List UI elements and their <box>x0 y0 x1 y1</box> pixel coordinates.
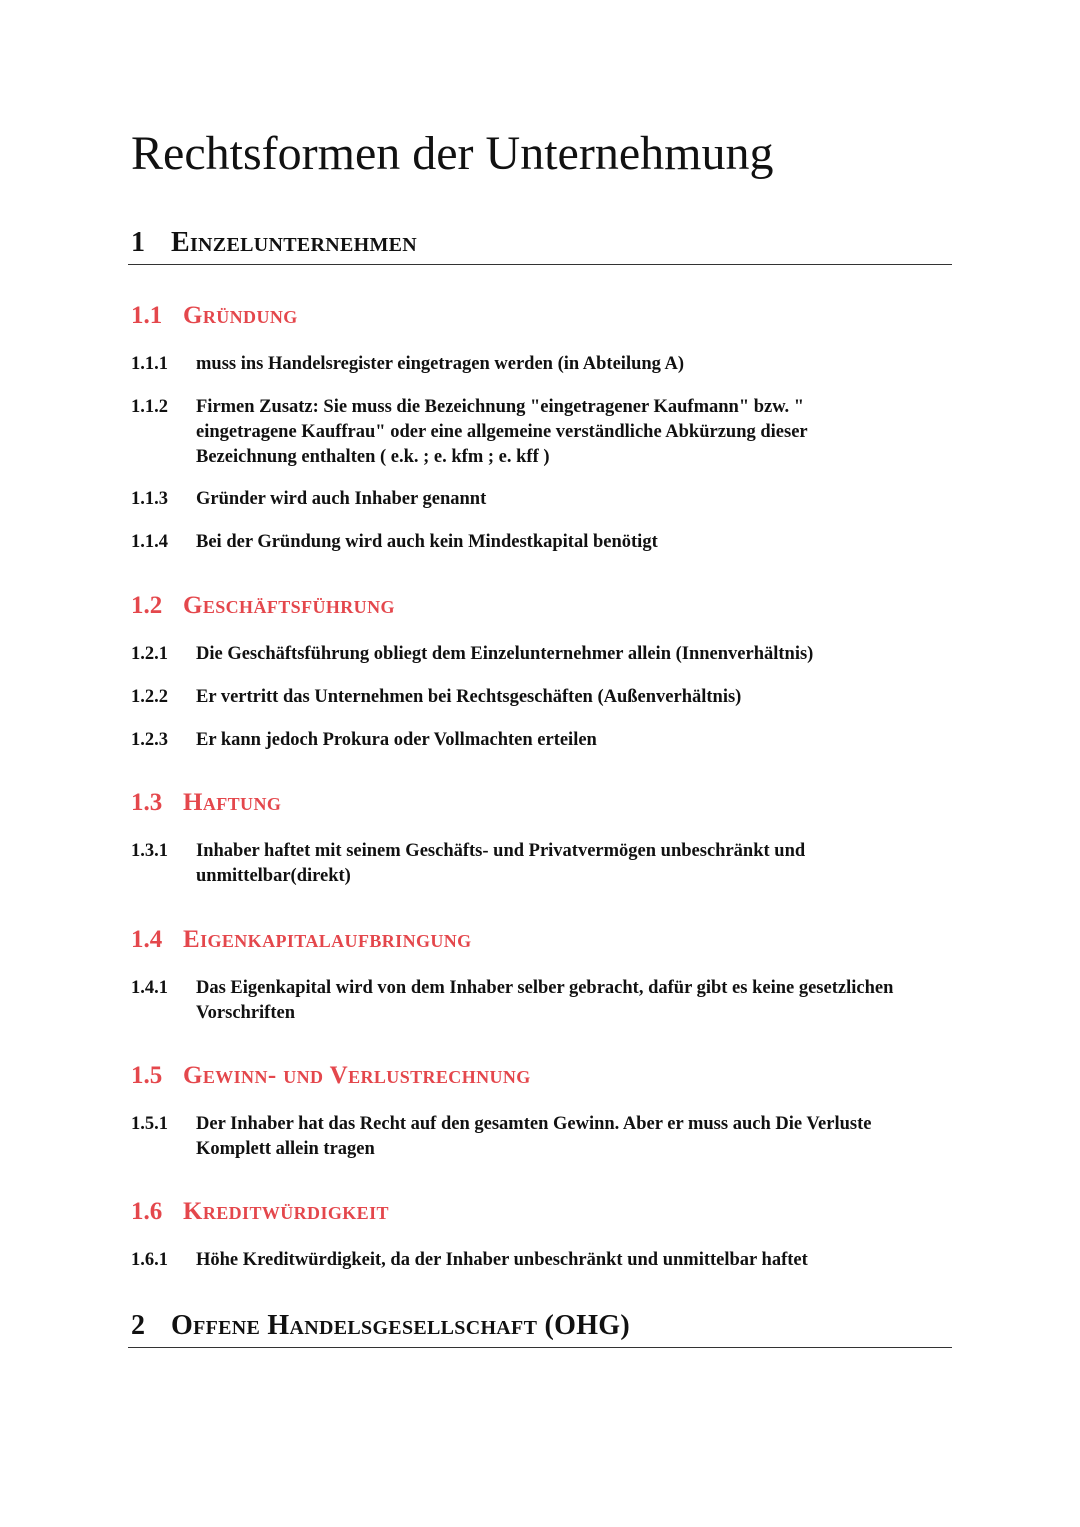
section-heading-1 <box>128 229 952 265</box>
item-text: Bei der Gründung wird auch kein Mindestkapital benötigt <box>196 532 658 552</box>
item-text: Das Eigenkapital wird von dem Inhaber selber gebracht, dafür gibt es keine gesetzlichen Vorschriften <box>196 978 894 1023</box>
list-item <box>131 1248 961 1273</box>
item-number: 1.4.1 <box>131 978 168 998</box>
section-title: Offene Handelsgesellschaft (OHG) <box>171 1310 630 1341</box>
subsection-heading-1-3 <box>131 790 281 815</box>
subsection-heading-1-2 <box>131 593 395 618</box>
list-item <box>131 487 961 512</box>
list-item <box>131 839 871 889</box>
subsection-title: Geschäftsführung <box>183 592 395 619</box>
subsection-heading-1-4 <box>131 927 472 952</box>
subsection-number: 1.5 <box>131 1062 163 1089</box>
section-heading-2 <box>128 1312 952 1348</box>
item-number: 1.1.3 <box>131 489 168 509</box>
list-item <box>131 352 961 377</box>
item-text: muss ins Handelsregister eingetragen werden (in Abteilung A) <box>196 354 685 374</box>
subsection-title: Gewinn- und Verlustrechnung <box>183 1062 531 1089</box>
subsection-number: 1.3 <box>131 789 163 816</box>
subsection-title: Eigenkapitalaufbringung <box>183 926 472 953</box>
item-text: Er vertritt das Unternehmen bei Rechtsgeschäften (Außenverhältnis) <box>196 687 742 707</box>
subsection-number: 1.4 <box>131 926 163 953</box>
section-title: Einzelunternehmen <box>171 227 418 258</box>
list-item <box>131 642 961 667</box>
item-text: Inhaber haftet mit seinem Geschäfts- und Privatvermögen unbeschränkt und unmittelbar(direkt) <box>196 841 806 886</box>
item-text: Er kann jedoch Prokura oder Vollmachten erteilen <box>196 730 597 750</box>
document-title: Rechtsformen der Unternehmung <box>131 127 774 180</box>
item-text: Die Geschäftsführung obliegt dem Einzelunternehmer allein (Innenverhältnis) <box>196 644 814 664</box>
subsection-heading-1-5 <box>131 1063 531 1088</box>
item-number: 1.2.1 <box>131 644 168 664</box>
subsection-title: Kreditwürdigkeit <box>183 1198 389 1225</box>
item-number: 1.5.1 <box>131 1114 168 1134</box>
item-number: 1.1.2 <box>131 397 168 417</box>
item-text: Höhe Kreditwürdigkeit, da der Inhaber unbeschränkt und unmittelbar haftet <box>196 1250 808 1270</box>
item-text: Firmen Zusatz: Sie muss die Bezeichnung "eingetragener Kaufmann" bzw. " eingetragene Kauffrau" oder eine allgemeine verständliche Abkürzung dieser Bezeichnung enthalten ( e.k. ; e. kfm ; e. kff ) <box>196 397 808 467</box>
list-item <box>131 728 961 753</box>
item-number: 1.2.3 <box>131 730 168 750</box>
item-number: 1.1.4 <box>131 532 168 552</box>
section-number: 1 <box>131 227 145 258</box>
item-number: 1.2.2 <box>131 687 168 707</box>
subsection-title: Haftung <box>183 789 282 816</box>
item-text: Gründer wird auch Inhaber genannt <box>196 489 487 509</box>
list-item <box>131 685 961 710</box>
list-item <box>131 395 871 470</box>
subsection-number: 1.1 <box>131 302 163 329</box>
subsection-heading-1-6 <box>131 1199 389 1224</box>
subsection-heading-1-1 <box>131 303 298 328</box>
subsection-number: 1.6 <box>131 1198 163 1225</box>
item-number: 1.3.1 <box>131 841 168 861</box>
item-number: 1.6.1 <box>131 1250 168 1270</box>
subsection-title: Gründung <box>183 302 298 329</box>
subsection-number: 1.2 <box>131 592 163 619</box>
list-item <box>131 530 961 555</box>
list-item <box>131 1112 951 1162</box>
item-number: 1.1.1 <box>131 354 168 374</box>
item-text: Der Inhaber hat das Recht auf den gesamten Gewinn. Aber er muss auch Die Verluste Komplett allein tragen <box>196 1114 872 1159</box>
section-number: 2 <box>131 1310 145 1341</box>
list-item <box>131 976 971 1026</box>
